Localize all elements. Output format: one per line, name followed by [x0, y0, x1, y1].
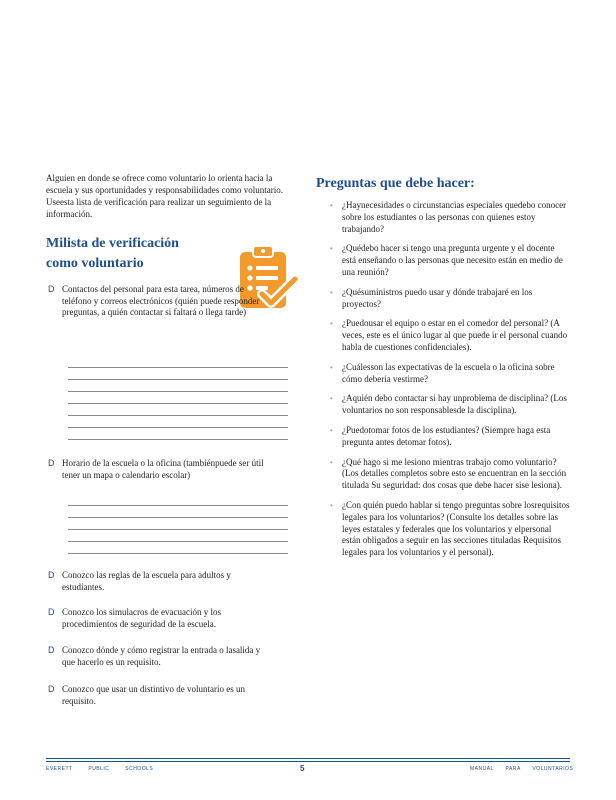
question-text: ¿Cuálesson las expectativas de la escuela o la oficina sobre cómo debería vestirme? — [342, 361, 555, 384]
writing-line — [68, 530, 288, 542]
checklist-item-text: Conozco los simulacros de evacuación y los procedimientos de seguridad de la escuela. — [62, 607, 221, 629]
question-item — [330, 393, 570, 417]
checklist-item-text: Conozco que usar un distintivo de voluntario es un requisito. — [62, 684, 245, 706]
bullet-dot-icon: • — [330, 500, 333, 510]
writing-line — [68, 392, 288, 404]
question-item — [330, 200, 570, 235]
questions-title: Preguntas que debe hacer: — [316, 176, 475, 191]
question-text: ¿Haynecesidades o circunstancias especiales quedebo conocer sobre los estudiantes o las personas con quienes estoy trabajando? — [342, 200, 567, 234]
question-text: ¿Qué hago si me lesiono mientras trabajo como voluntario? (Los detalles completos sobre esto se encuentran en la sección titulada Su seguridad: dos cosas que debe hacer sise lesiona). — [342, 456, 567, 491]
writing-line — [68, 518, 288, 530]
writing-line — [68, 368, 288, 380]
question-item — [330, 362, 570, 386]
bullet-dot-icon: • — [330, 201, 333, 210]
bullet-dot-icon: • — [330, 287, 333, 297]
bullet-dot-icon: • — [330, 394, 333, 404]
footer-divider — [46, 758, 570, 759]
question-item — [330, 243, 570, 278]
writing-line — [68, 542, 288, 554]
writing-line — [68, 506, 288, 518]
bullet-dot-icon: • — [330, 425, 333, 435]
bullet-dot-icon: • — [330, 319, 333, 329]
writing-line — [68, 416, 288, 428]
writing-line — [68, 404, 288, 416]
footer-organization: EVERETT PUBLIC SCHOOLS — [46, 766, 154, 772]
checklist-title-line1: Milista de verificación — [46, 236, 179, 251]
checklist-item-text: Conozco dónde y cómo registrar la entrada o lasalida y que hacerlo es un requisito. — [62, 645, 261, 667]
checklist-title — [46, 234, 236, 274]
question-item — [330, 287, 570, 311]
question-item — [330, 457, 570, 492]
bullet-dot-icon: • — [330, 244, 333, 254]
questions-list — [330, 200, 570, 567]
question-text: ¿Con quién puedo hablar si tengo preguntas sobre losrequisitos legales para los voluntarios? (Consulte los detalles sobre las leyes estatales y federales que los voluntarios y elpersonal están obligados a seguir en las secciones tituladas Requisitos legales para los voluntarios y el personal). — [342, 499, 570, 558]
checkbox-icon: D — [48, 645, 55, 655]
question-text: ¿Quésuministros puedo usar y dónde trabajaré en los proyectos? — [342, 286, 533, 309]
page-number: 5 — [300, 764, 305, 773]
checkbox-icon: D — [48, 684, 55, 694]
question-text: ¿Puedotomar fotos de los estudiantes? (Siempre haga esta pregunta antes detomar fotos). — [342, 424, 551, 447]
question-item — [330, 318, 570, 353]
checkbox-icon: D — [48, 284, 55, 294]
checklist-item — [48, 284, 288, 319]
checkbox-icon: D — [48, 607, 55, 617]
question-text: ¿Quédebo hacer si tengo una pregunta urgente y el docente está enseñando o las personas que necesito están en medio de una reunión? — [342, 243, 563, 277]
intro-paragraph: Alguien en donde se ofrece como voluntario lo orienta hacia la escuela y sus oportunidades y responsabilidades como voluntario. Useesta lista de verificación para realizar un seguimiento de la información. — [46, 173, 283, 219]
checklist-item — [48, 684, 288, 707]
question-item — [330, 500, 570, 559]
bullet-dot-icon: • — [330, 457, 333, 467]
writing-lines — [68, 494, 288, 554]
writing-line — [68, 428, 288, 440]
question-item — [330, 425, 570, 449]
checkbox-icon: D — [48, 458, 55, 468]
question-text: ¿Puedousar el equipo o estar en el comedor del personal? (A veces, este es el único lugar al que puede ir el personal cuando habla de cuestiones confidenciales). — [342, 318, 568, 352]
writing-lines — [68, 356, 288, 440]
checklist-item-text: Conozco las reglas de la escuela para adultos y estudiantes. — [62, 570, 231, 592]
checkbox-icon: D — [48, 570, 55, 580]
checklist-item — [48, 570, 288, 593]
checklist-item-text: Horario de la escuela o la oficina (tambiénpuede ser útil tener un mapa o calendario escolar) — [62, 458, 264, 480]
writing-line — [68, 380, 288, 392]
footer-divider-thin — [46, 761, 570, 762]
writing-line — [68, 494, 288, 506]
bullet-dot-icon: • — [330, 362, 333, 372]
question-text: ¿Aquién debo contactar si hay unproblema de disciplina? (Los voluntarios no son responsablesde la disciplina). — [342, 393, 567, 416]
checklist-item — [48, 645, 288, 668]
checklist-item — [48, 607, 288, 630]
checklist-item — [48, 458, 288, 481]
checklist-item-text: Contactos del personal para esta tarea, números de teléfono y correos electrónicos (quién puede responder preguntas, a quién contactar si faltará o llega tarde) — [62, 284, 260, 317]
writing-line — [68, 356, 288, 368]
checklist-title-line2: como voluntario — [46, 256, 144, 271]
footer-document-title: MANUAL PARA VOLUNTARIOS — [470, 766, 574, 772]
